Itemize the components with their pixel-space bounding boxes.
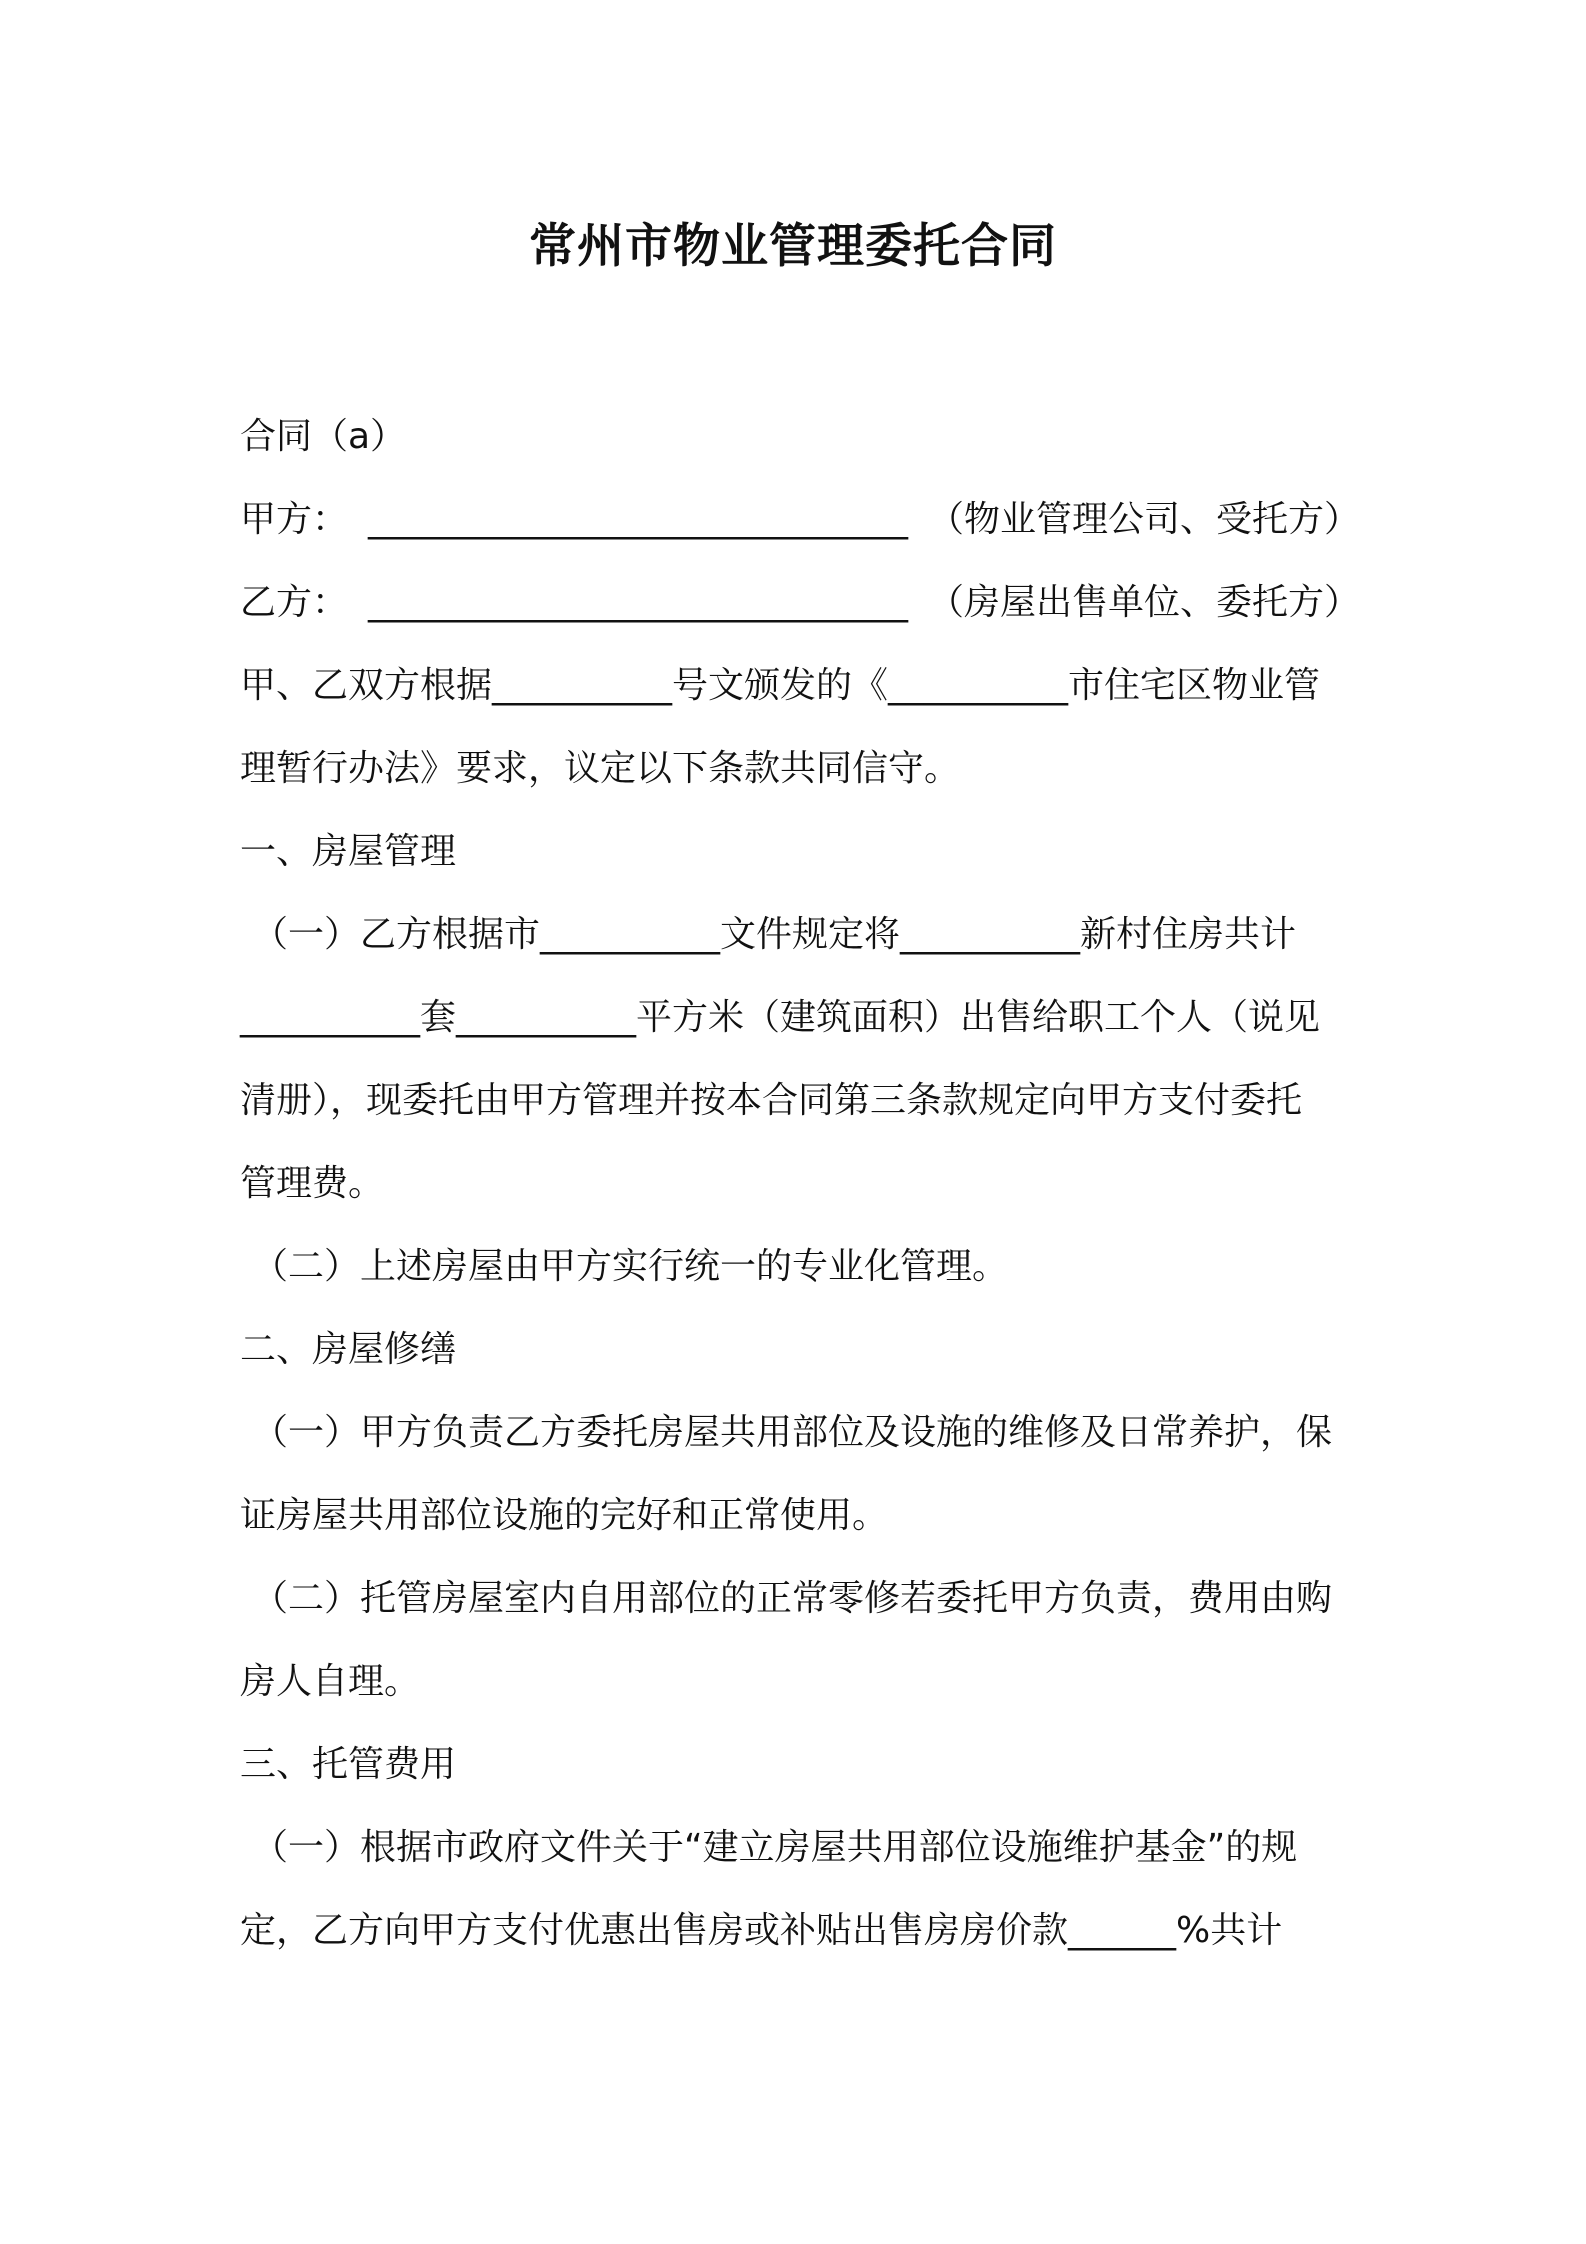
preamble-line-1: 甲、乙双方根据__________号文颁发的《__________市住宅区物业管 (240, 665, 1321, 706)
party-a-line (240, 495, 1360, 545)
section-2-item-2-line-2: 房人自理。 (240, 1661, 421, 1702)
party-b-label: 乙方： (240, 582, 349, 623)
contract-number: 合同（a） (240, 416, 407, 457)
section-3-item-1-line-1: （一）根据市政府文件关于“建立房屋共用部位设施维护基金”的规 (252, 1827, 1298, 1868)
party-a-blank: ______________________________ (368, 499, 908, 540)
section-2-item-2-line-1: （二）托管房屋室内自用部位的正常零修若委托甲方负责，费用由购 (252, 1578, 1333, 1619)
section-2-heading: 二、房屋修缮 (240, 1329, 457, 1370)
section-1-item-1-line-2: __________套__________平方米（建筑面积）出售给职工个人（说见 (240, 997, 1321, 1038)
party-a-label: 甲方： (240, 499, 349, 540)
document-title: 常州市物业管理委托合同 (529, 219, 1057, 274)
section-1-heading: 一、房屋管理 (240, 831, 457, 872)
party-b-line (240, 578, 1360, 628)
party-b-role: （房屋出售单位、委托方） (927, 582, 1360, 623)
preamble-line-2: 理暂行办法》要求，议定以下条款共同信守。 (240, 748, 961, 789)
section-2-item-1-line-1: （一）甲方负责乙方委托房屋共用部位及设施的维修及日常养护，保 (252, 1412, 1333, 1453)
section-1-item-2: （二）上述房屋由甲方实行统一的专业化管理。 (252, 1246, 1009, 1287)
section-3-item-1-line-2: 定，乙方向甲方支付优惠出售房或补贴出售房房价款______%共计 (240, 1910, 1283, 1951)
party-a-role: （物业管理公司、受托方） (927, 499, 1360, 540)
section-1-item-1-line-3: 清册），现委托由甲方管理并按本合同第三条款规定向甲方支付委托 (240, 1080, 1303, 1121)
section-1-item-1-line-1: （一）乙方根据市__________文件规定将__________新村住房共计 (252, 914, 1297, 955)
section-2-item-1-line-2: 证房屋共用部位设施的完好和正常使用。 (240, 1495, 889, 1536)
section-3-heading: 三、托管费用 (240, 1744, 457, 1785)
party-b-blank: ______________________________ (368, 582, 908, 623)
section-1-item-1-line-4: 管理费。 (240, 1163, 385, 1204)
